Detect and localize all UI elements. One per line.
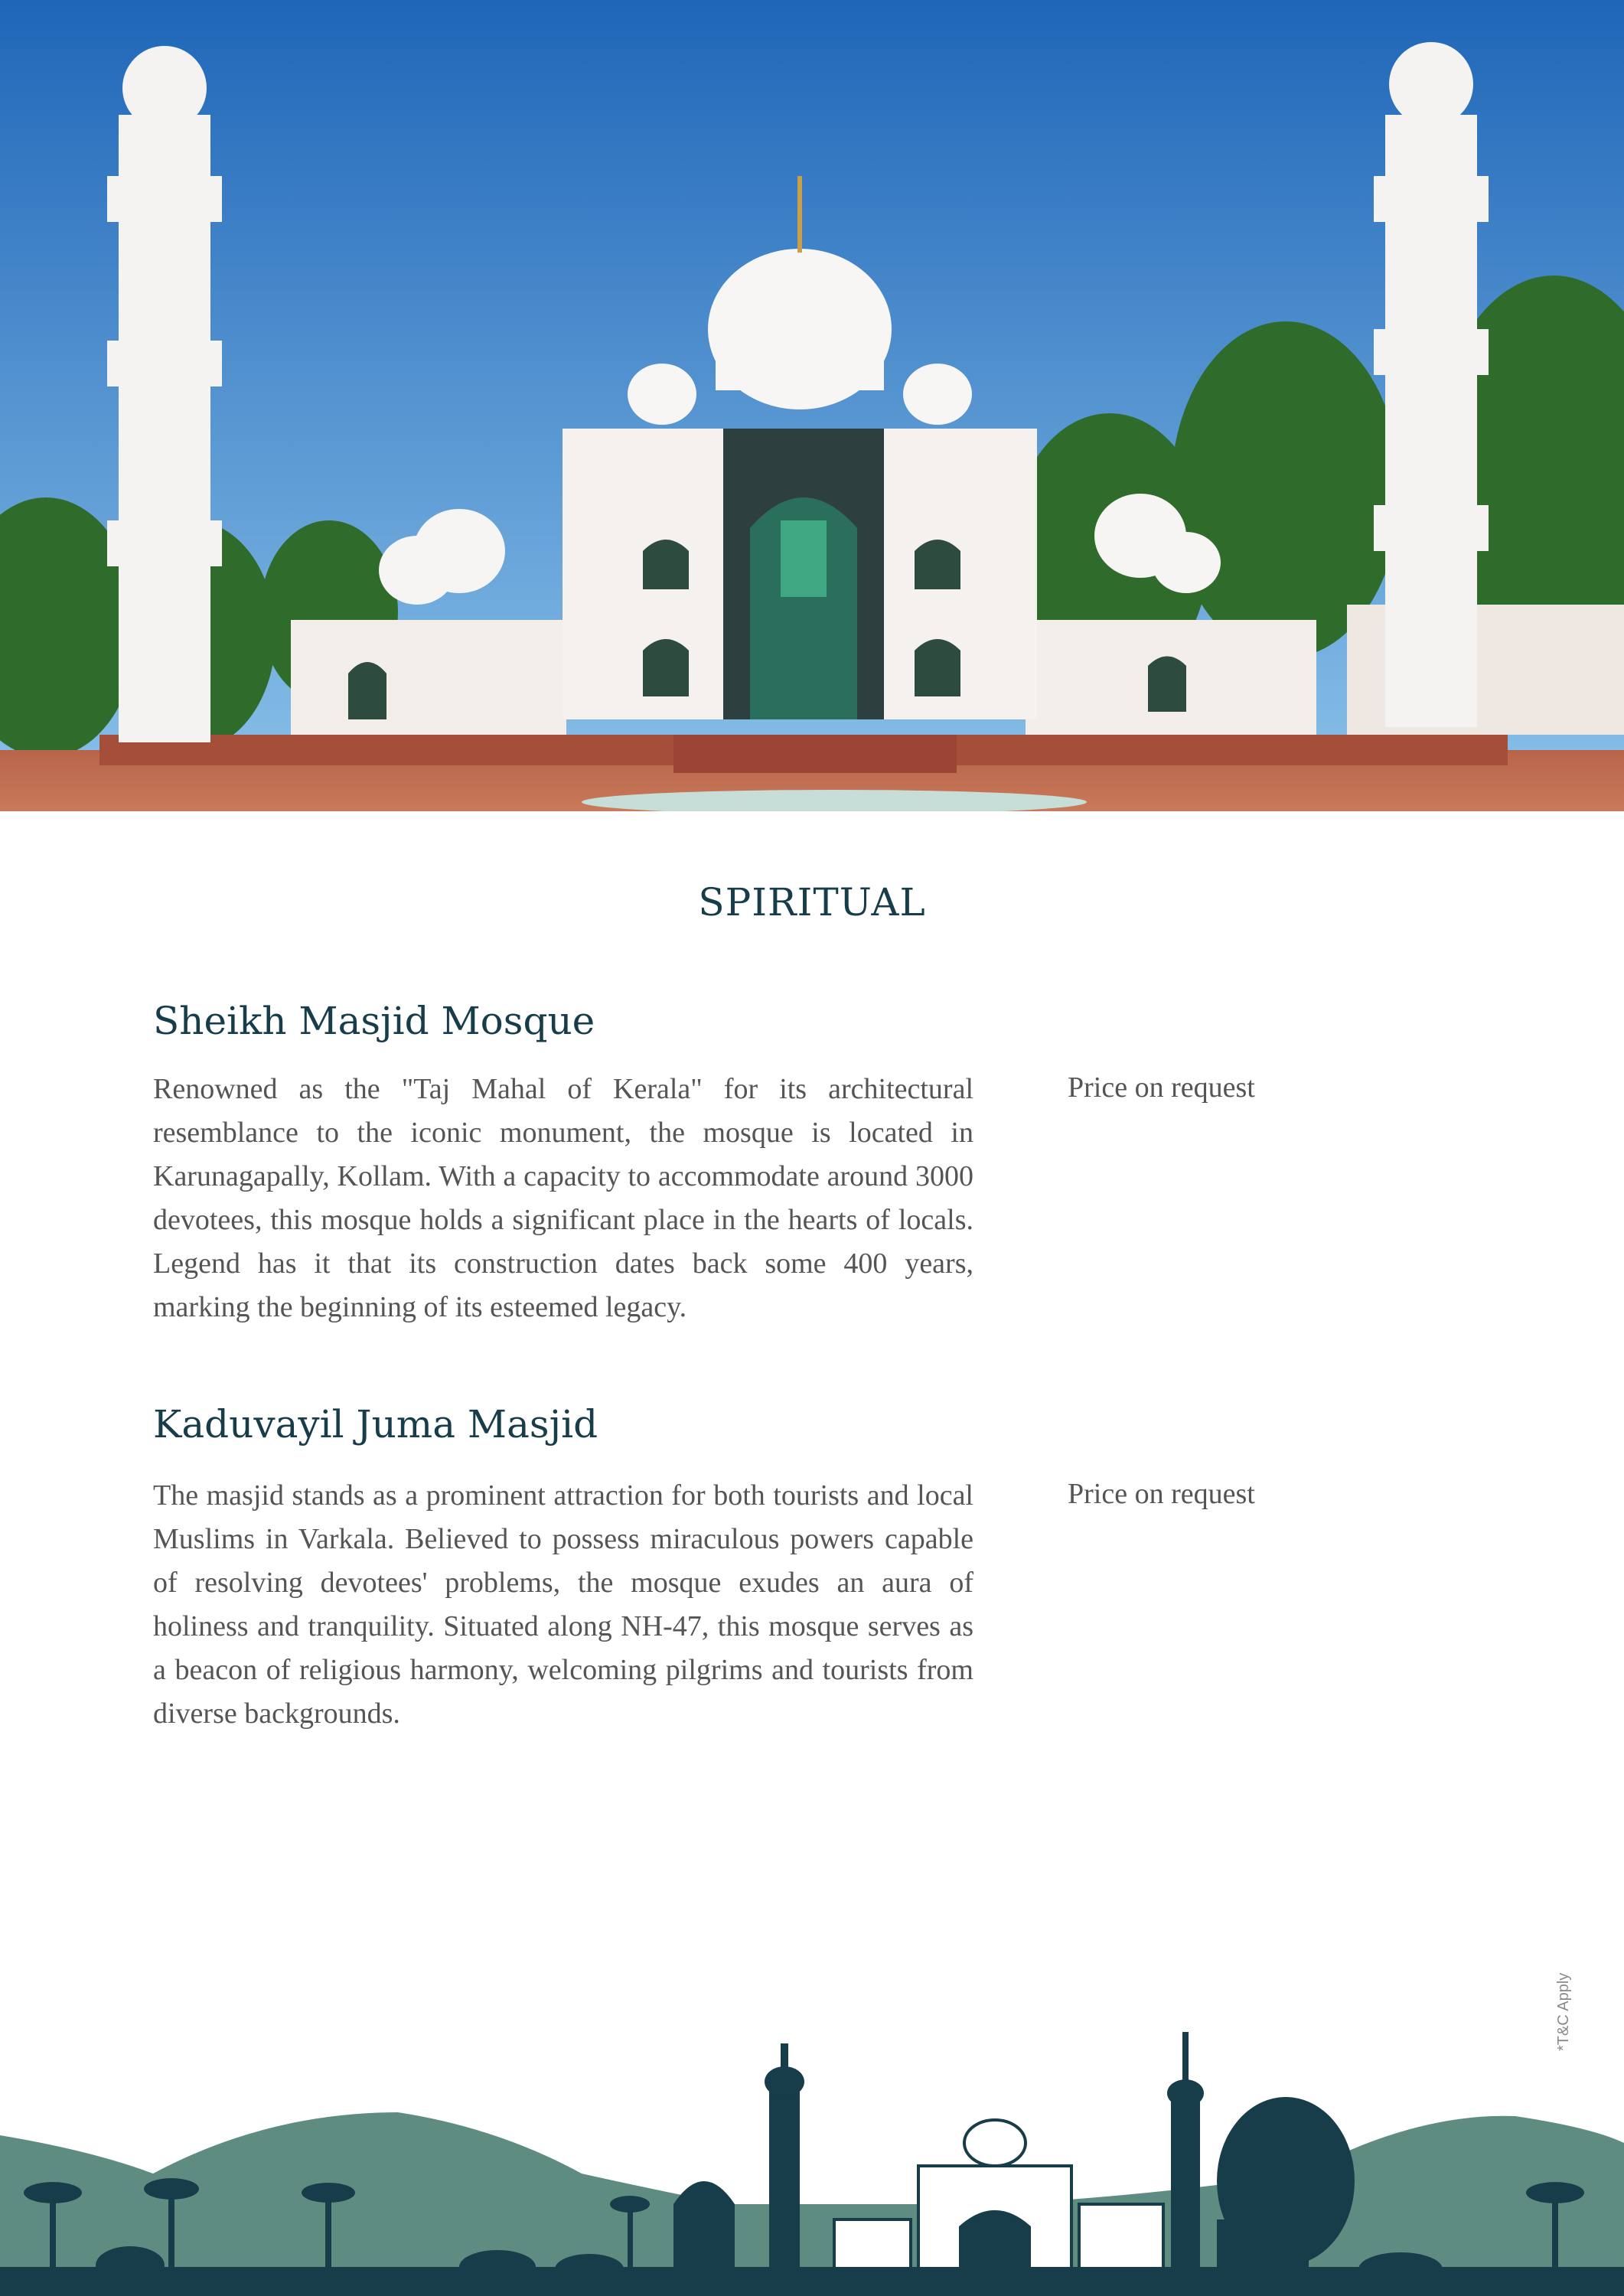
item-description-sheikh-masjid: Renowned as the "Taj Mahal of Kerala" for its architectural resemblance to the iconic monument, the mosque is located in Karunagapally, Kollam. With a capacity to accommodate around 3000 devotees, this mosque holds a significant place in the hearts of locals. Legend has it that its construction dates back some 400 years, marking the beginning of its esteemed legacy. xyxy=(153,1073,973,1323)
item-description-kaduvayil-juma-masjid: The masjid stands as a prominent attraction for both tourists and local Muslims in Varkala. Believed to possess miraculous powers capable of resolving devotees' problems, the mosque exudes an aura of holiness and tranquility. Situated along NH-47, this mosque serves as a beacon of religious harmony, welcoming pilgrims and tourists from diverse backgrounds. xyxy=(153,1479,973,1730)
item-title-kaduvayil-juma-masjid: Kaduvayil Juma Masjid xyxy=(153,1402,598,1446)
item-price-sheikh-masjid: Price on request xyxy=(1068,1071,1255,1104)
skyline-illustration xyxy=(0,2020,1624,2296)
item-title-sheikh-masjid: Sheikh Masjid Mosque xyxy=(153,999,595,1043)
section-title: SPIRITUAL xyxy=(698,880,926,925)
disclaimer-text: *T&C Apply xyxy=(1555,1972,1572,2051)
hero-mosque-photo xyxy=(0,0,1624,811)
item-price-kaduvayil-juma-masjid: Price on request xyxy=(1068,1478,1255,1510)
